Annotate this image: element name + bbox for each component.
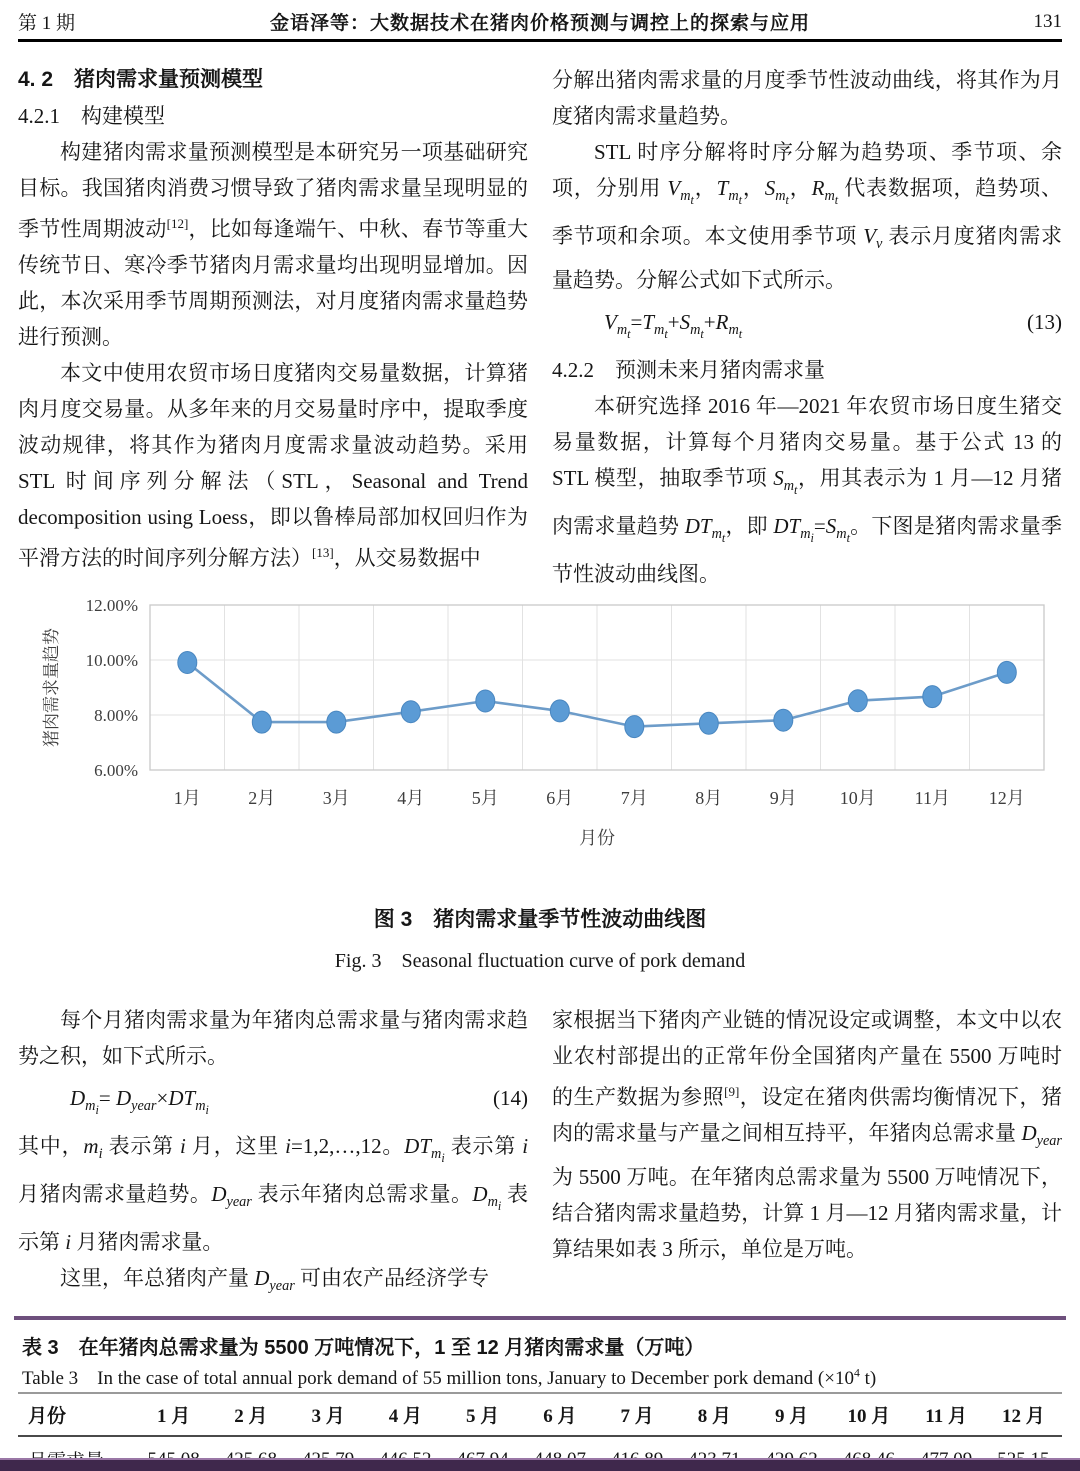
paragraph-monthly-demand: 每个月猪肉需求量为年猪肉总需求量与猪肉需求趋势之积，如下式所示。: [18, 1008, 528, 1068]
equation-14-body: $D_{m_i}= D_{year}\times DT_{m_i}$: [70, 1086, 209, 1118]
figure-caption-cn: 图 3 猪肉需求量季节性波动曲线图: [373, 908, 707, 931]
table-header-cell: 6 月: [543, 1406, 577, 1427]
journal-issue: 第 1 期: [18, 13, 76, 34]
svg-text:10.00%: 10.00%: [85, 651, 138, 670]
table-header-cell: 9 月: [774, 1406, 809, 1427]
svg-text:月份: 月份: [579, 828, 615, 848]
upper-columns: [18, 62, 1063, 587]
table-header-cell: 1 月: [156, 1406, 191, 1427]
svg-text:8月: 8月: [695, 788, 723, 808]
table-header-cell: 月份: [28, 1406, 67, 1427]
running-title: 金语泽等：大数据技术在猪肉价格预测与调控上的探索与应用: [269, 13, 810, 34]
section-heading-4-2-1: 4.2.1 构建模型: [18, 104, 165, 128]
table-top-rule: [14, 1316, 1066, 1320]
paragraph-expert: 家根据当下猪肉产业链的情况设定或调整，本文中以农业农村部提出的正常年份全国猪肉产量在 5500 万吨时的生产数据为参照[9]，设定在猪肉供需均衡情况下，猪肉的需求量与产量之间相互持平，年猪肉总需求量 $D_{year}$ 为 5500 万吨。在年猪肉总需求量为 5500 万吨情况下，结合猪肉需求量趋势，计算 1 月—12 月猪肉需求量，计算结果如表 3 所示，单位是万吨。: [552, 1008, 1062, 1262]
table-header-row: [18, 1393, 1062, 1436]
running-header: [18, 8, 1062, 35]
svg-text:5月: 5月: [471, 788, 499, 808]
table-header-cell: 5 月: [465, 1406, 500, 1427]
demand-table-head: [18, 1393, 1062, 1436]
svg-text:猪肉需求量趋势: 猪肉需求量趋势: [42, 628, 61, 747]
svg-text:12月: 12月: [988, 788, 1025, 808]
svg-text:1月: 1月: [173, 788, 201, 808]
seasonal-fluctuation-chart: [0, 575, 1080, 875]
table-header-cell: 10 月: [847, 1406, 891, 1427]
paragraph-stl-decomposition: STL 时序分解将时序分解为趋势项、季节项、余项，分别用 $V_{m_t}$，$T_{m_t}$，$S_{m_t}$，$R_{m_t}$ 代表数据项，趋势项、季节项和余项。本文使用季节项 $V_v$ 表示月度猪肉需求量趋势。分解公式如下式所示。: [552, 140, 1062, 293]
table-header-cell: 7 月: [620, 1406, 654, 1427]
svg-text:8.00%: 8.00%: [94, 706, 138, 725]
table-header-cell: 2 月: [234, 1406, 268, 1427]
footer-bar: [0, 1458, 1080, 1471]
page-number: 131: [1033, 10, 1062, 32]
lower-columns: [18, 1002, 1062, 1314]
paragraph-build-model: 构建猪肉需求量预测模型是本研究另一项基础研究目标。我国猪肉消费习惯导致了猪肉需求量呈现明显的季节性周期波动[12]，比如每逢端午、中秋、春节等重大传统节日、寒冷季节猪肉月需求量均出现明显增加。因此，本次采用季节周期预测法，对月度猪肉需求量趋势进行预测。: [18, 140, 529, 349]
paragraph-predict-demand: 本研究选择 2016 年—2021 年农贸市场日度生猪交易量数据，计算每个月猪肉交易量。基于公式 13 的 STL 模型，抽取季节项 $S_{m_t}$，用其表示为 1 月—12 月猪肉需求量趋势 $DT_{m_t}$，即 $DT_{m_i}=S_{m_t}$。下图是猪肉需求量季节性波动曲线图。: [552, 394, 1063, 587]
paragraph-continuation: 分解出猪肉需求量的月度季节性波动曲线，将其作为月度猪肉需求量趋势。: [552, 68, 1062, 128]
equation-13-body: $V_{m_t}=T_{m_t}+S_{m_t}+R_{m_t}$: [604, 310, 743, 342]
right-column-top: [552, 62, 1063, 587]
paragraph-stl-method: 本文中使用农贸市场日度猪肉交易量数据，计算猪肉月度交易量。从多年来的月交易量时序中，提取季度波动规律，将其作为猪肉月度需求量波动趋势。采用 STL 时间序列分解法（STL，Seasonal and Trend decomposition using Loess，即以鲁棒局部加权回归作为平滑方法的时间序列分解方法）[13]，从交易数据中: [18, 361, 528, 570]
svg-text:12.00%: 12.00%: [85, 596, 138, 615]
paragraph-where: 其中，$m_i$ 表示第 i 月，这里 i=1,2,…,12。$DT_{m_i}$ 表示第 i 月猪肉需求量趋势。$D_{year}$ 表示年猪肉总需求量。$D_{m_i}$ 表示第 i 月猪肉需求量。: [18, 1134, 529, 1255]
paragraph-here: 这里，年总猪肉产量 $D_{year}$ 可由农产品经济学专: [60, 1266, 490, 1295]
table-header-cell: 11 月: [925, 1406, 967, 1427]
equation-13: [552, 310, 1062, 342]
table-header-cell: 12 月: [1001, 1406, 1045, 1427]
left-column-top: [18, 62, 528, 574]
svg-text:11月: 11月: [914, 788, 950, 808]
right-column-bottom: [552, 1002, 1062, 1314]
svg-text:9月: 9月: [769, 788, 797, 808]
svg-text:6月: 6月: [546, 788, 574, 808]
equation-14: [18, 1086, 528, 1118]
svg-text:3月: 3月: [322, 788, 350, 808]
svg-text:7月: 7月: [620, 788, 648, 808]
table-caption-cn: 表 3 在年猪肉总需求量为 5500 万吨情况下，1 至 12 月猪肉需求量（万吨）: [22, 1337, 705, 1359]
svg-text:2月: 2月: [248, 788, 276, 808]
table-caption-en: Table 3 In the case of total annual pork demand of 55 million tons, January to December pork demand ($\times 10^4$ t): [22, 1366, 877, 1389]
svg-text:4月: 4月: [397, 788, 425, 808]
figure-chart: [0, 575, 1080, 875]
table-header-cell: 3 月: [311, 1406, 345, 1427]
svg-text:6.00%: 6.00%: [94, 761, 138, 780]
svg-text:10月: 10月: [839, 788, 876, 808]
header-rule: [18, 39, 1062, 42]
equation-13-number: (13): [1027, 310, 1062, 335]
table-header-cell: 4 月: [388, 1406, 422, 1427]
section-heading-4-2: 4. 2 猪肉需求量预测模型: [18, 68, 264, 91]
table-header-cell: 8 月: [697, 1406, 731, 1427]
section-heading-4-2-2: 4.2.2 预测未来月猪肉需求量: [552, 358, 825, 383]
figure-caption-en: Fig. 3 Seasonal fluctuation curve of pork demand: [334, 950, 746, 972]
equation-14-number: (14): [493, 1086, 528, 1110]
left-column-bottom: [18, 1002, 528, 1314]
